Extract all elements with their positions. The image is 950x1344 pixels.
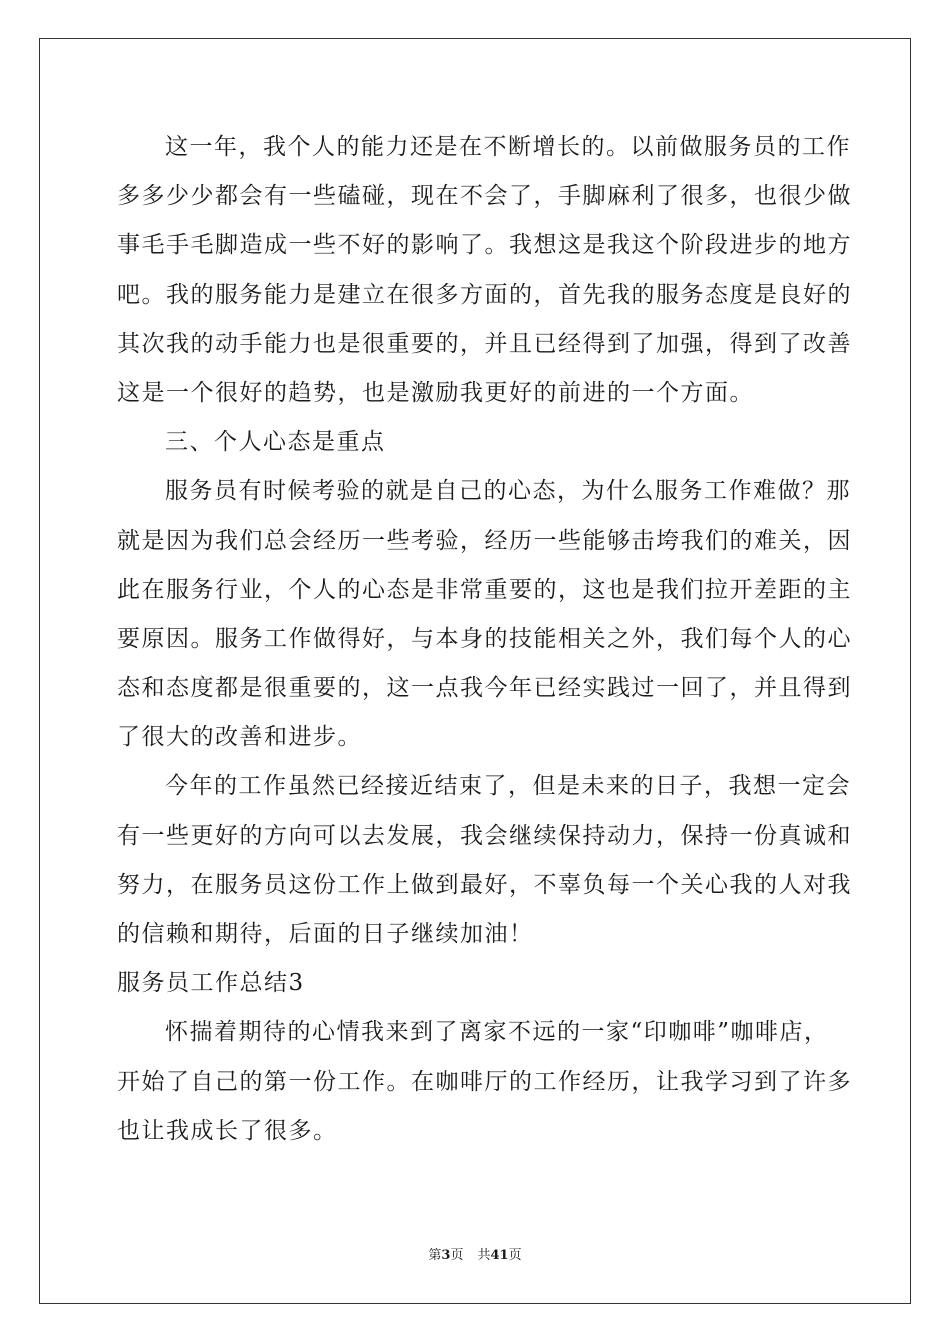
total-pages-number: 41 [490,1248,509,1263]
text-line: 的信赖和期待，后面的日子继续加油！ [117,921,534,947]
text-line: 努力，在服务员这份工作上做到最好，不辜负每一个关心我的人对我 [117,871,852,898]
text-line: 今年的工作虽然已经接近结束了，但是未来的日子，我想一定会 [165,773,851,800]
text-line: 三、个人心态是重点 [165,429,386,456]
text-line: 服务员工作总结3 [117,970,305,997]
text-line: 吧。我的服务能力是建立在很多方面的，首先我的服务态度是良好的 [117,281,852,308]
page-suffix: 页 [450,1248,464,1263]
text-line: 开始了自己的第一份工作。在咖啡厅的工作经历，让我学习到了许多 [117,1068,852,1095]
text-line: 服务员有时候考验的就是自己的心态，为什么服务工作难做？那 [165,478,851,505]
text-line: 有一些更好的方向可以去发展，我会继续保持动力，保持一份真诚和 [117,822,852,849]
total-prefix: 共 [477,1248,491,1263]
page-prefix: 第 [428,1248,442,1263]
text-line: 了很大的改善和进步。 [117,724,362,751]
text-line: 要原因。服务工作做得好，与本身的技能相关之外，我们每个人的心 [117,625,852,652]
page-footer [0,1244,950,1263]
text-line: 多多少少都会有一些磕碰，现在不会了，手脚麻利了很多，也很少做 [117,183,852,210]
text-line: 态和态度都是很重要的，这一点我今年已经实践过一回了，并且得到 [117,675,852,702]
text-line: 事毛手毛脚造成一些不好的影响了。我想这是我这个阶段进步的地方 [117,232,852,259]
text-line: 就是因为我们总会经历一些考验，经历一些能够击垮我们的难关，因 [117,527,852,554]
text-line: 这是一个很好的趋势，也是激励我更好的前进的一个方面。 [117,379,754,406]
text-line: 这一年，我个人的能力还是在不断增长的。以前做服务员的工作 [165,134,851,160]
current-page-number: 3 [441,1248,451,1263]
document-body [117,123,852,1156]
text-line: 也让我成长了很多。 [117,1117,338,1144]
text-line: 此在服务行业，个人的心态是非常重要的，这也是我们拉开差距的主 [117,576,852,603]
total-suffix: 页 [508,1248,522,1263]
text-line: 其次我的动手能力也是很重要的，并且已经得到了加强，得到了改善 [117,330,852,357]
text-line: 怀揣着期待的心情我来到了离家不远的一家“印咖啡”咖啡店， [165,1019,829,1046]
